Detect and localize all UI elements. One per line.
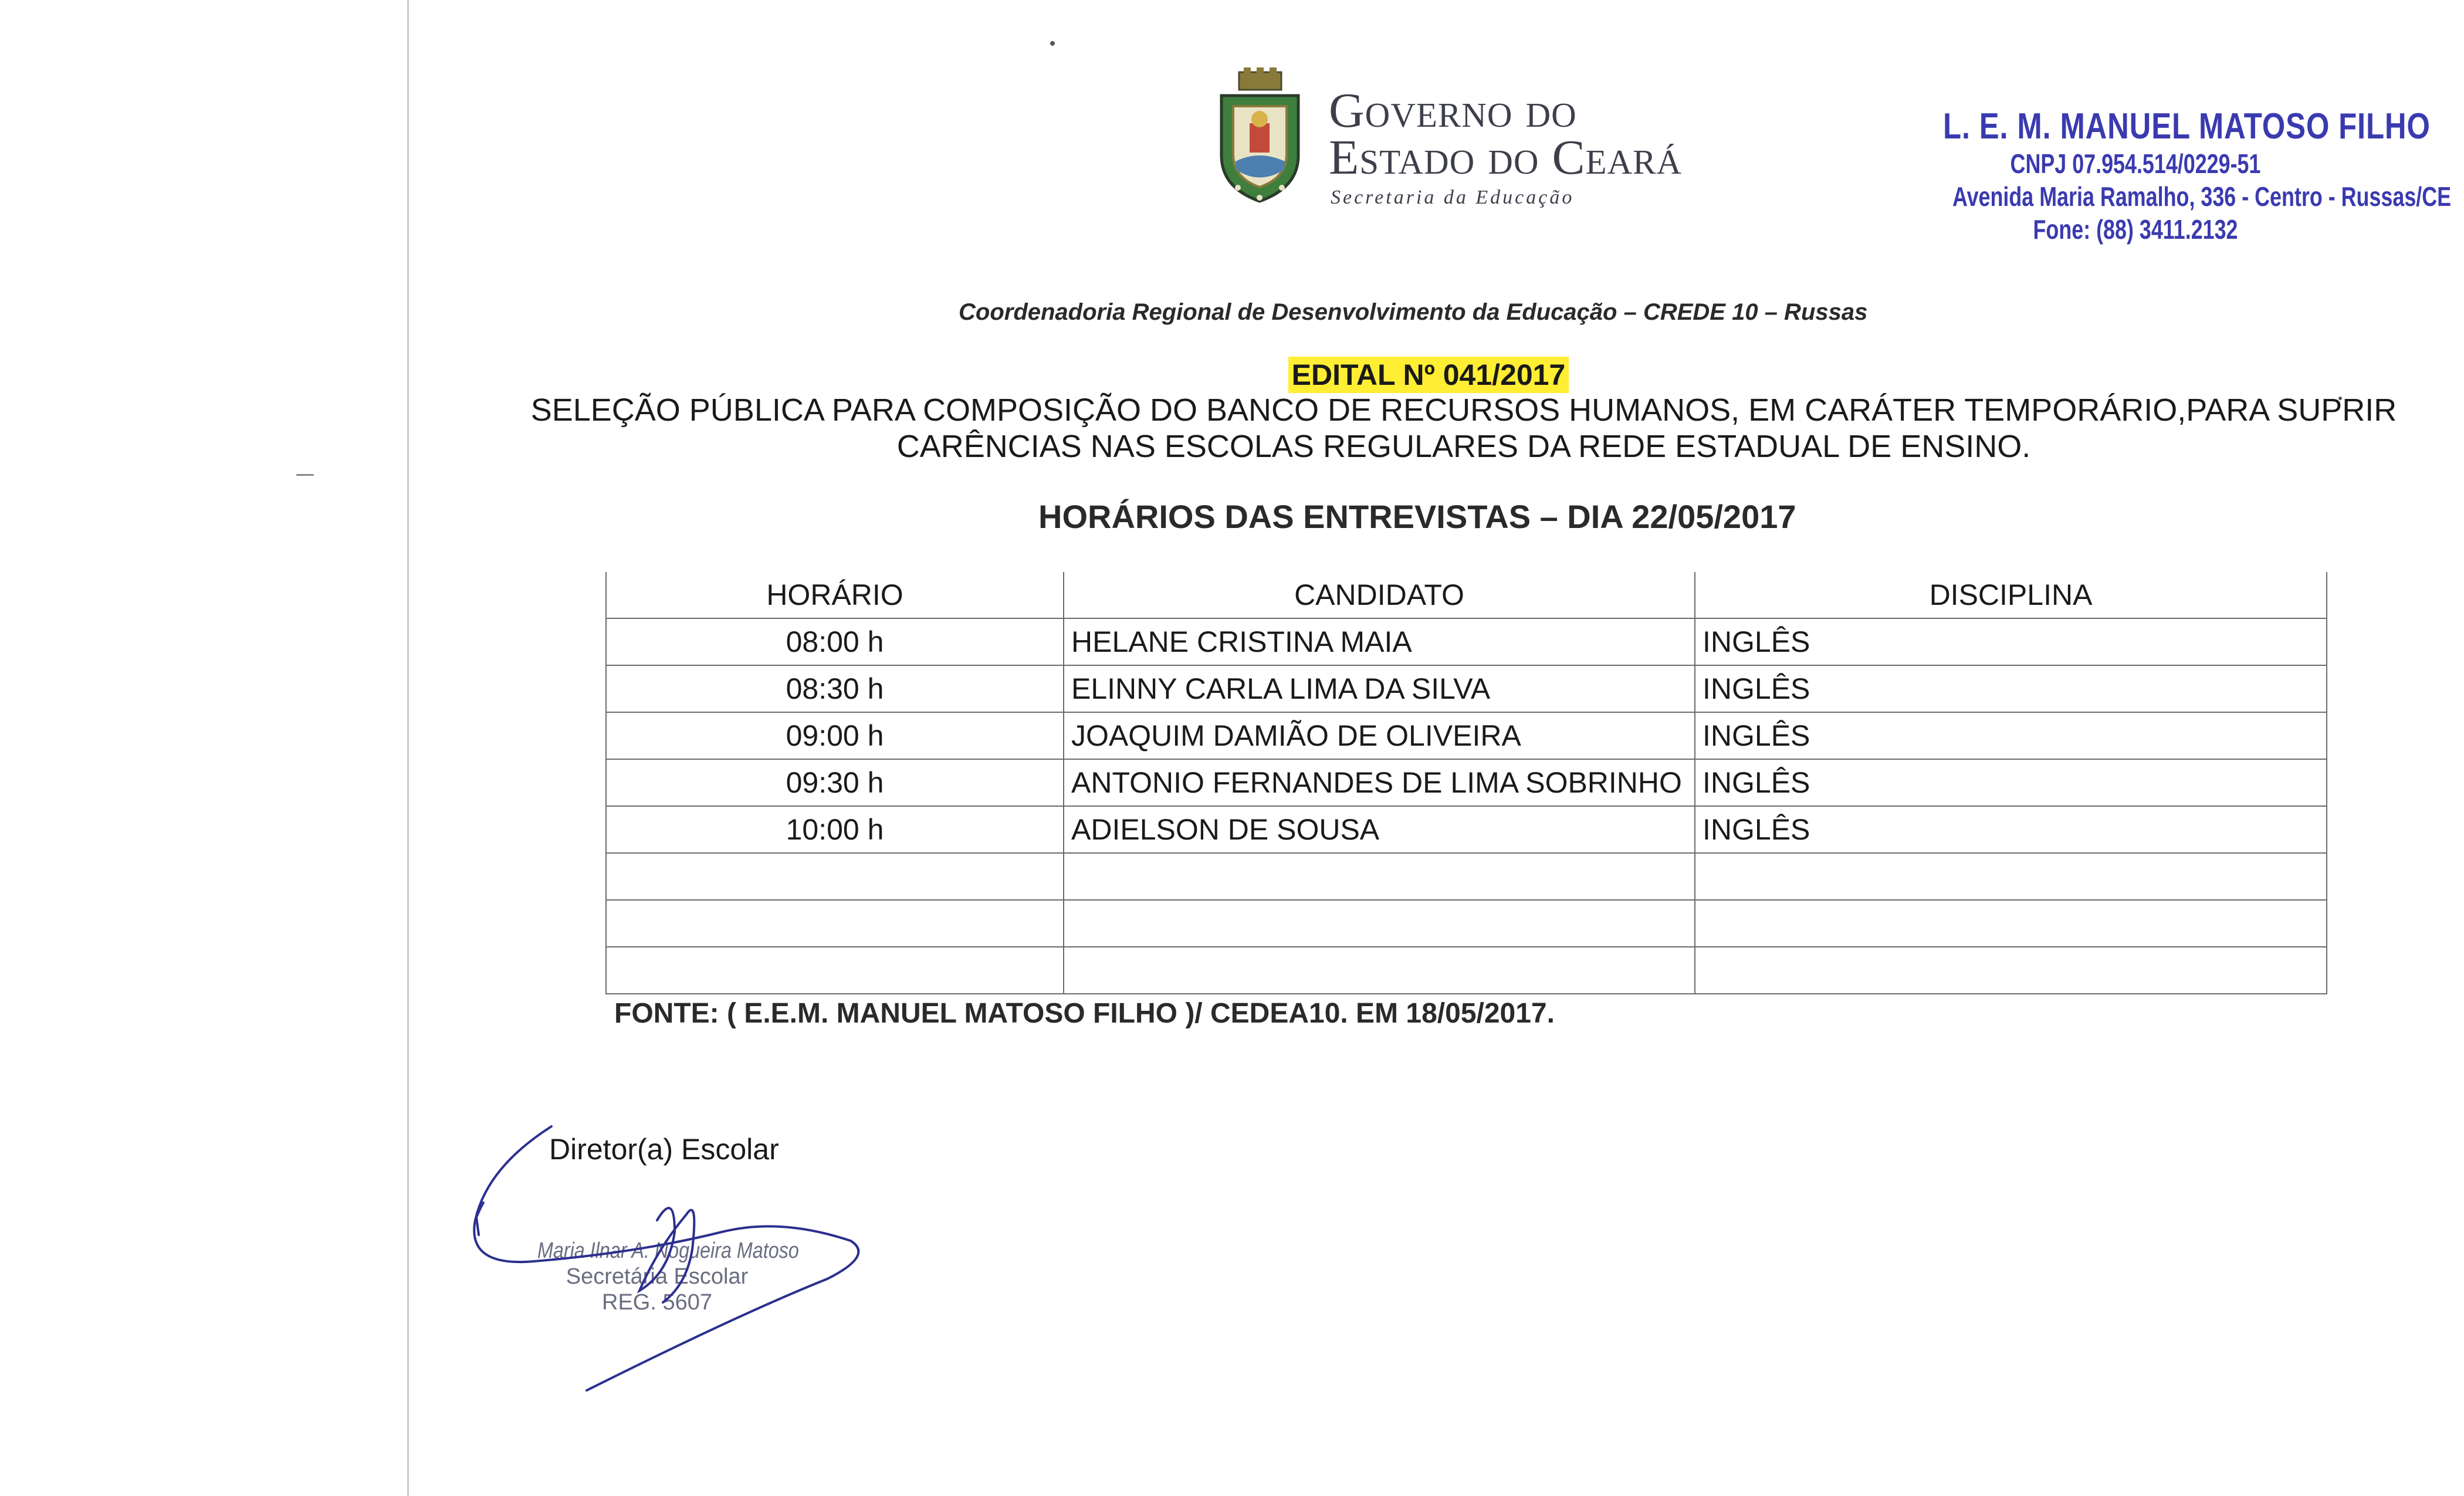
cell-candidato [1064,853,1695,900]
page-edge [407,0,409,1496]
cell-candidato: ELINNY CARLA LIMA DA SILVA [1064,665,1695,712]
government-title-line1: Governo do [1329,83,1577,138]
table-row [606,806,2327,853]
cell-disciplina: INGLÊS [1695,759,2327,806]
government-title-line2: Estado do Ceará [1329,130,1683,185]
cell-candidato: ANTONIO FERNANDES DE LIMA SOBRINHO [1064,759,1695,806]
cell-horario [606,853,1064,900]
cell-disciplina: INGLÊS [1695,665,2327,712]
secretaria-subtitle: Secretaria da Educação [1331,187,1575,208]
secretary-name: Maria Ilnar A. Nogueira Matoso [537,1238,799,1263]
cell-candidato [1064,947,1695,994]
interview-schedule-title: HORÁRIOS DAS ENTREVISTAS – DIA 22/05/2017 [1038,498,1796,535]
cell-horario [606,947,1064,994]
cell-horario: 08:00 h [606,618,1064,665]
stamp-address: Avenida Maria Ramalho, 336 - Centro - Russas/CE [1952,181,2452,212]
cell-disciplina [1695,947,2327,994]
cell-horario: 09:00 h [606,712,1064,759]
table-row [606,665,2327,712]
cell-disciplina: INGLÊS [1695,806,2327,853]
cell-horario: 08:30 h [606,665,1064,712]
cell-disciplina: INGLÊS [1695,712,2327,759]
coordenadoria-line: Coordenadoria Regional de Desenvolvimento da Educação – CREDE 10 – Russas [959,299,1868,325]
cell-candidato: JOAQUIM DAMIÃO DE OLIVEIRA [1064,712,1695,759]
table-row [606,712,2327,759]
scan-speck [296,474,314,476]
table-row-empty [606,900,2327,947]
ceara-coat-of-arms-icon [1214,67,1305,208]
table-row-empty [606,947,2327,994]
cell-horario: 09:30 h [606,759,1064,806]
cell-horario: 10:00 h [606,806,1064,853]
cell-candidato: HELANE CRISTINA MAIA [1064,618,1695,665]
secretary-registration: REG. 5607 [602,1290,712,1315]
table-row-empty [606,853,2327,900]
stamp-cnpj: CNPJ 07.954.514/0229-51 [2010,148,2261,179]
cell-disciplina [1695,900,2327,947]
cell-horario [606,900,1064,947]
cell-candidato: ADIELSON DE SOUSA [1064,806,1695,853]
header-candidato: CANDIDATO [1064,572,1695,618]
stamp-phone: Fone: (88) 3411.2132 [2033,214,2238,245]
interview-schedule-table [605,572,2327,994]
edital-wrapper [0,357,2464,393]
table-row [606,759,2327,806]
scan-speck [1050,41,1055,46]
table-row [606,618,2327,665]
secretary-role: Secretária Escolar [566,1264,749,1289]
header-disciplina: DISCIPLINA [1695,572,2327,618]
stamp-school-name: L. E. M. MANUEL MATOSO FILHO [1943,106,2431,147]
edital-number: EDITAL Nº 041/2017 [1288,357,1569,393]
selection-description: SELEÇÃO PÚBLICA PARA COMPOSIÇÃO DO BANCO DE RECURSOS HUMANOS, EM CARÁTER TEMPORÁRIO,PARA SUPRIR CARÊNCIAS NAS ESCOLAS REGULARES DA REDE ESTADUAL DE ENSINO. [530,392,2397,464]
cell-candidato [1064,900,1695,947]
director-label: Diretor(a) Escolar [549,1133,779,1166]
cell-disciplina [1695,853,2327,900]
handwritten-signature [463,1115,874,1420]
school-stamp [1901,106,2452,246]
table-header-row [606,572,2327,618]
source-line: FONTE: ( E.E.M. MANUEL MATOSO FILHO )/ CEDEA10. EM 18/05/2017. [614,998,1555,1029]
cell-disciplina: INGLÊS [1695,618,2327,665]
header-horario: HORÁRIO [606,572,1064,618]
scan-left-margin [0,0,407,1496]
